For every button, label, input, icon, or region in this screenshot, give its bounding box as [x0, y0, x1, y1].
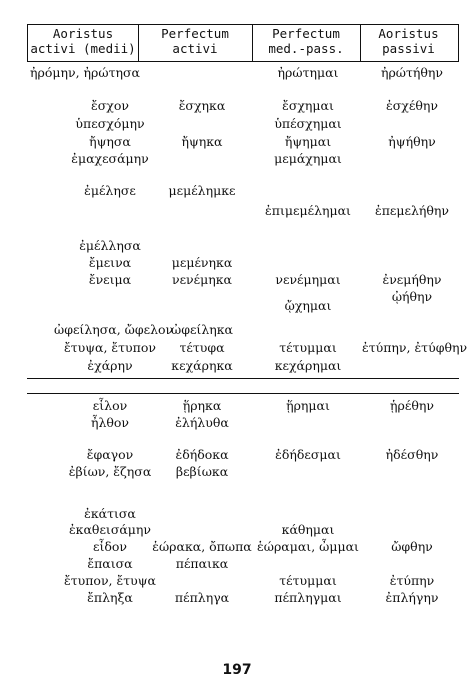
- cell-perfect-active: ᾕρηκα: [182, 398, 222, 413]
- cell-perfect-mp: τέτυμμαι: [279, 573, 337, 588]
- table-row: [0, 463, 474, 480]
- table-row: [0, 321, 474, 338]
- table-row: [0, 521, 474, 538]
- table-row: [0, 64, 474, 81]
- cell-aorist-passive: ὤφθην: [391, 539, 433, 554]
- cell-perfect-mp: κεχάρημαι: [274, 358, 342, 373]
- table-row: [0, 254, 474, 271]
- cell-perfect-active: μεμένηκα: [171, 255, 233, 270]
- cell-aorist-passive: ἠρώτήθην: [380, 65, 444, 80]
- cell-aorist-active: ἤψησα: [89, 134, 131, 149]
- table-row: [0, 150, 474, 167]
- table-row: [0, 505, 474, 522]
- header-perfect-active: [138, 26, 252, 56]
- header-line: Perfectum: [272, 26, 340, 41]
- table-row: [0, 115, 474, 132]
- table-row: [0, 202, 474, 219]
- cell-aorist-passive: ᾠήθην: [391, 289, 433, 304]
- cell-aorist-active: ἔπληξα: [87, 590, 133, 605]
- cell-aorist-active: ἔπαισα: [87, 556, 133, 571]
- cell-aorist-active: ἔφαγον: [86, 447, 134, 462]
- table-row: [0, 572, 474, 589]
- cell-perfect-mp: ἤψημαι: [284, 134, 332, 149]
- cell-aorist-active: ἐκάτισα: [84, 506, 136, 521]
- cell-perfect-mp: ἐπιμεμέλημαι: [265, 203, 351, 218]
- table-row: [0, 538, 474, 555]
- table-row: [0, 555, 474, 572]
- cell-aorist-active: ἐμαχεσάμην: [71, 151, 149, 166]
- cell-aorist-active: ἔσχον: [91, 98, 129, 113]
- header-line: Aoristus: [52, 26, 114, 41]
- cell-perfect-active: ἔσχηκα: [178, 98, 226, 113]
- table-row: [0, 182, 474, 199]
- cell-aorist-active: εἷλον: [92, 398, 128, 413]
- cell-perfect-mp: ἐδήδεσμαι: [275, 447, 341, 462]
- cell-perfect-mp: ᾤχημαι: [284, 298, 332, 313]
- header-line: passivi: [382, 41, 435, 56]
- cell-aorist-passive: ἐτύπην, ἐτύφθην: [362, 340, 468, 355]
- cell-aorist-active: ἠρόμην, ἠρώτησα: [30, 65, 140, 80]
- cell-aorist-passive: ἐνεμήθην: [382, 272, 442, 287]
- cell-perfect-mp: ὑπέσχημαι: [274, 116, 342, 131]
- cell-perfect-mp: κάθημαι: [281, 522, 335, 537]
- cell-perfect-active: ἐδήδοκα: [175, 447, 229, 462]
- table-row: [0, 133, 474, 150]
- cell-aorist-active: ἐκαθεισάμην: [68, 522, 152, 537]
- header-aorist-active: [28, 26, 138, 56]
- table-row: [0, 446, 474, 463]
- cell-aorist-active: ἐχάρην: [87, 358, 133, 373]
- header-perfect-mediopassive: [252, 26, 360, 56]
- cell-aorist-active: ἔτυπον, ἔτυψα: [64, 573, 156, 588]
- cell-aorist-passive: ἠψήθην: [388, 134, 436, 149]
- cell-aorist-active: ἦλθον: [90, 415, 130, 430]
- header-aorist-passive: [360, 26, 457, 56]
- table-row: [0, 97, 474, 114]
- cell-aorist-active: ἔμεινα: [88, 255, 132, 270]
- cell-perfect-mp: πέπληγμαι: [274, 590, 342, 605]
- header-line: Perfectum: [161, 26, 229, 41]
- page-number: 197: [222, 662, 252, 678]
- table-row: [0, 339, 474, 356]
- cell-perfect-mp: ἔσχημαι: [282, 98, 334, 113]
- cell-perfect-mp: ἠρώτημαι: [277, 65, 339, 80]
- cell-aorist-passive: ἐτύπην: [389, 573, 435, 588]
- cell-perfect-active: ἑώρακα, ὄπωπα: [152, 539, 252, 554]
- cell-perfect-active: νενέμηκα: [171, 272, 233, 287]
- cell-aorist-active: ἔτυψα, ἔτυπον: [64, 340, 156, 355]
- table-row: [0, 414, 474, 431]
- divider: [27, 393, 459, 394]
- table-row: [0, 297, 474, 314]
- cell-perfect-active: ἤψηκα: [181, 134, 223, 149]
- cell-aorist-active: ἐμέλλησα: [79, 238, 141, 253]
- cell-perfect-active: πέπληγα: [174, 590, 230, 605]
- cell-aorist-passive: ᾑρέθην: [390, 398, 434, 413]
- cell-aorist-active: ὠφείλησα, ὤφελον: [54, 322, 174, 337]
- divider: [27, 378, 459, 379]
- cell-aorist-active: ὑπεσχόμην: [75, 116, 145, 131]
- cell-perfect-mp: ἑώραμαι, ὦμμαι: [257, 539, 359, 554]
- table-row: [0, 589, 474, 606]
- cell-aorist-active: ἐμέλησε: [84, 183, 136, 198]
- header-line: activi: [172, 41, 218, 56]
- cell-perfect-active: ἐλήλυθα: [175, 415, 229, 430]
- cell-aorist-passive: ἐσχέθην: [386, 98, 438, 113]
- cell-aorist-passive: ἐπεμελήθην: [374, 203, 450, 218]
- table-row: [0, 237, 474, 254]
- table-row: [0, 397, 474, 414]
- cell-perfect-active: πέπαικα: [175, 556, 229, 571]
- table-row: [0, 357, 474, 374]
- cell-perfect-active: μεμέλημκε: [168, 183, 236, 198]
- cell-aorist-active: ἔνειμα: [88, 272, 132, 287]
- cell-perfect-mp: τέτυμμαι: [279, 340, 337, 355]
- header-line: activi (medii): [30, 41, 136, 56]
- header-line: Aoristus: [378, 26, 439, 41]
- table-row: [0, 271, 474, 288]
- cell-aorist-active: ἐβίων, ἔζησα: [68, 464, 152, 479]
- cell-perfect-active: τέτυφα: [179, 340, 225, 355]
- cell-perfect-mp: ᾕρημαι: [286, 398, 330, 413]
- cell-aorist-active: εἶδον: [92, 539, 128, 554]
- cell-perfect-active: βεβίωκα: [175, 464, 229, 479]
- cell-perfect-active: κεχάρηκα: [171, 358, 233, 373]
- cell-perfect-mp: νενέμημαι: [275, 272, 341, 287]
- cell-aorist-passive: ἐπλήγην: [385, 590, 439, 605]
- cell-aorist-passive: ἠδέσθην: [385, 447, 439, 462]
- cell-perfect-mp: μεμάχημαι: [274, 151, 342, 166]
- header-line: med.-pass.: [268, 41, 344, 56]
- cell-perfect-active: ὠφείληκα: [171, 322, 233, 337]
- table-header: [27, 24, 459, 62]
